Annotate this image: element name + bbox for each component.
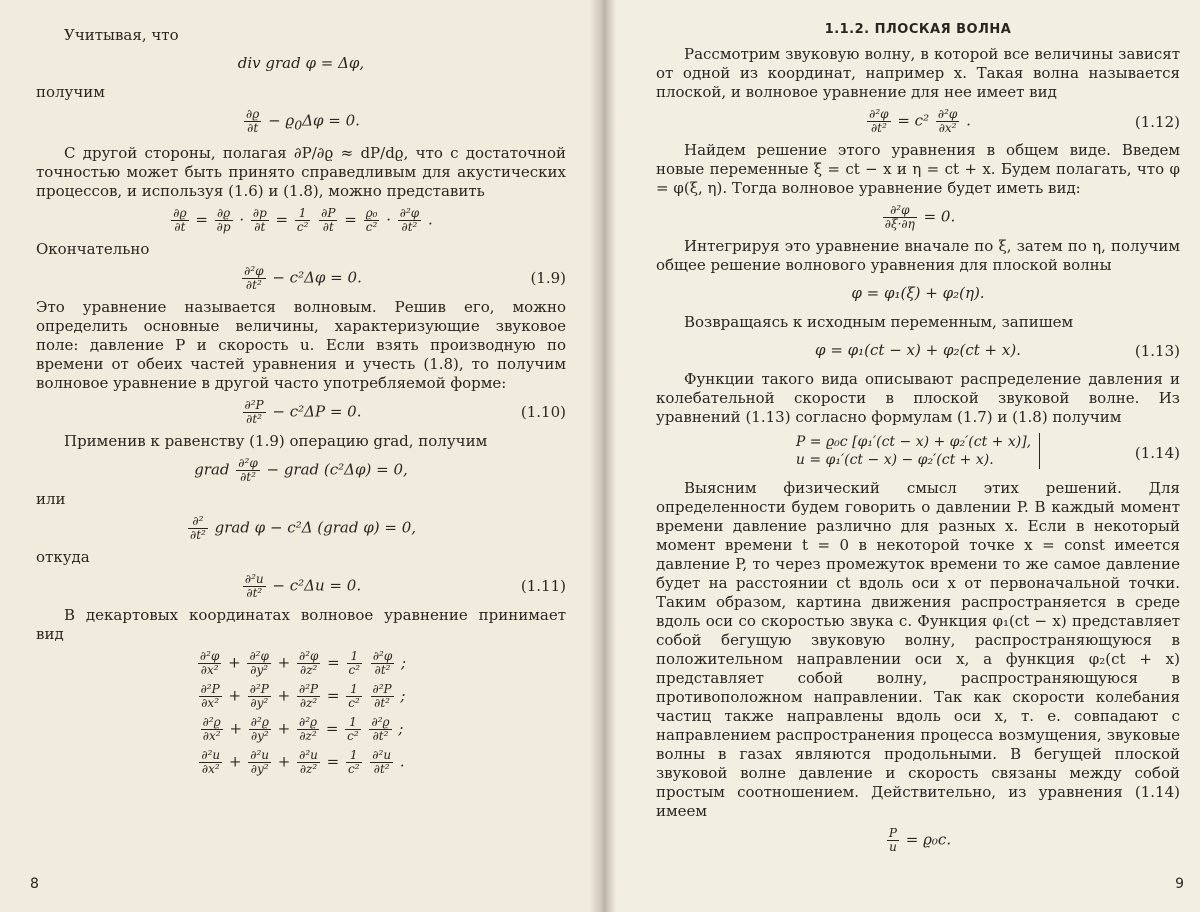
equation-number: (1.9) — [530, 269, 566, 287]
equation: $\frac{\text{∂²φ}}{\partial\xi\cdot\partial\eta}$ = 0. — [884, 203, 956, 231]
equation-1-12: $\frac{\text{∂²φ}}{\text{∂t²}}$ = c² $\frac{\text{∂²φ}}{\text{∂x²}}$ . (1.12) — [869, 107, 1180, 135]
paragraph: откуда — [36, 547, 90, 566]
equation-number: (1.14) — [1134, 444, 1180, 462]
equation: $\frac{\text{∂²P}}{\text{∂x²}}$ + $\frac{\text{∂²P}}{\text{∂y²}}$ + $\frac{\text{∂²P}}{\text{∂z²}}$ = $\frac{1}{\text{c²}}$ $\frac{\text{∂²P}}{\text{∂t²}}$ ; — [200, 681, 406, 710]
equation-1-14 — [656, 433, 1180, 473]
paragraph: Рассмотрим звуковую волну, в которой все величины зависят от одной из координат, например x. Такая волна называется плоской, и волновое уравнение для нее имеет вид — [656, 45, 1180, 101]
left-page — [0, 0, 598, 912]
paragraph: получим — [36, 83, 105, 101]
equation-number: (1.12) — [1134, 112, 1180, 131]
equation-1-9: $\frac{\text{∂²φ}}{\text{∂t²}}$ − c²Δφ = 0. (1.9) — [244, 263, 566, 292]
equation: grad $\frac{\text{∂²φ}}{\text{∂t²}}$ − grad (c²Δφ) = 0, — [194, 455, 408, 484]
section-title: 1.1.2. ПЛОСКАЯ ВОЛНА — [824, 22, 1012, 37]
equation-body: φ = φ₁(ct − x) + φ₂(ct + x). — [815, 341, 1021, 359]
equation: $\frac{P}{u}$ = ϱ₀c. — [888, 826, 952, 854]
equation: $\frac{\text{∂²φ}}{\text{∂x²}}$ + $\frac{\text{∂²φ}}{\text{∂y²}}$ + $\frac{\text{∂²φ}}{\text{∂z²}}$ = $\frac{1}{\text{c²}}$ $\frac{\text{∂²φ}}{\text{∂t²}}$ ; — [199, 648, 407, 677]
equation-line: u = φ₁′(ct − x) − φ₂′(ct + x). — [795, 452, 994, 468]
paragraph: Применив к равенству (1.9) операцию grad, получим — [64, 431, 488, 450]
equation: φ = φ₁(ξ) + φ₂(η). — [851, 284, 985, 302]
paragraph: Выясним физический смысл этих решений. Для определенности будем говорить о давлении P. В каждый момент времени давление различно для разных x. Если в некоторый момент времени t = 0 в некоторой точке x = const имеется давление P, то через промежуток времени то же самое давление будет на расстоянии ct вдоль оси x от первоначальной точки. Таким образом, картина движения распространяется в среде вдоль оси со скоростью звука c. Функция φ₁(ct − x) представляет собой бегущую звуковую волну, распространяющуюся в положительном направлении оси x, а функция φ₂(ct + x) представляет собой волну, распространяющуюся в противоположном направлении. Так как скорости колебания частиц также направлены вдоль оси x, т. е. совпадают с направлением распространения процесса возмущения, звуковые волны в газах являются продольными. В бегущей плоской звуковой волне давление и скорость связаны между собой простым соотношением. Действительно, из уравнения (1.14) имеем — [656, 479, 1180, 820]
equation-number: (1.11) — [520, 577, 566, 595]
paragraph: или — [36, 489, 66, 508]
equation-system — [796, 433, 1040, 469]
equation-line: P = ϱ₀c [φ₁′(ct − x) + φ₂′(ct + x)], — [795, 434, 1032, 450]
paragraph: Интегрируя это уравнение вначале по ξ, затем по η, получим общее решение волнового уравнения для плоской волны — [656, 237, 1180, 274]
paragraph: Это уравнение называется волновым. Решив его, можно определить основные величины, характеризующие звуковое поле: давление P и скорость u. Если взять производную по времени от обеих частей уравнения и учесть (1.8), то получим волновое уравнение в другой часто употребляемой форме: — [36, 297, 566, 392]
equation-number: (1.13) — [1134, 342, 1180, 360]
right-page — [598, 0, 1200, 912]
equation-1-13 — [656, 338, 1180, 364]
page-number: 9 — [1175, 876, 1184, 892]
paragraph: Возвращаясь к исходным переменным, запишем — [684, 313, 1074, 331]
equation-1-10: $\frac{\text{∂²P}}{\text{∂t²}}$ − c²ΔP = 0. (1.10) — [244, 397, 566, 426]
paragraph: В декартовых координатах волновое уравнение принимает вид — [36, 605, 566, 643]
paragraph: Окончательно — [36, 239, 150, 258]
page-number: 8 — [30, 876, 39, 892]
book-gutter — [590, 0, 616, 912]
paragraph: Функции такого вида описывают распределение давления и колебательной скорости в плоской звуковой волне. Из уравнений (1.13) согласно формулам (1.7) и (1.8) получим — [656, 370, 1180, 426]
equation: $\frac{\text{∂²ϱ}}{\text{∂x²}}$ + $\frac{\text{∂²ϱ}}{\text{∂y²}}$ + $\frac{\text{∂²ϱ}}{\text{∂z²}}$ = $\frac{1}{\text{c²}}$ $\frac{\text{∂²ϱ}}{\text{∂t²}}$ ; — [202, 714, 404, 743]
equation: $\frac{\partial ϱ}{\partial t}$ − $ϱ_0\Delta\varphi = 0$. — [246, 107, 360, 135]
paragraph: С другой стороны, полагая ∂P/∂ϱ ≈ dP/dϱ, что с достаточной точностью может быть принято справедливым для акустических процессов, и используя (1.6) и (1.8), можно представить — [36, 143, 566, 200]
equation-number: (1.10) — [520, 403, 566, 421]
paragraph: Учитывая, что — [64, 26, 179, 44]
equation: $\frac{\partial ϱ}{\partial t}$ = $\frac{\partial ϱ}{\partial p}$ · $\frac{\partial p}{\partial t}$ = $\frac{1}{\text{c²}}$ $\frac{\partial P}{\partial t}$ = $\frac{\text{ϱ₀}}{\text{c²}}$ · $\frac{\text{∂²φ}}{\text{∂t²}}$ . — [173, 205, 433, 234]
equation: ∂² ∂t² grad φ − c²Δ (grad φ) = 0, — [189, 513, 417, 542]
equation-1-11: $\frac{\text{∂²u}}{\text{∂t²}}$ − c²Δu = 0. (1.11) — [244, 571, 566, 600]
equation: $\frac{\text{∂²u}}{\text{∂x²}}$ + $\frac{\text{∂²u}}{\text{∂y²}}$ + $\frac{\text{∂²u}}{\text{∂z²}}$ = $\frac{1}{\text{c²}}$ $\frac{\text{∂²u}}{\text{∂t²}}$ . — [201, 747, 405, 776]
equation: div grad φ = Δφ, — [237, 54, 365, 72]
paragraph: Найдем решение этого уравнения в общем виде. Введем новые переменные ξ = ct − x и η = ct + x. Будем полагать, что φ = φ(ξ, η). Тогда волновое уравнение будет иметь вид: — [656, 141, 1180, 197]
